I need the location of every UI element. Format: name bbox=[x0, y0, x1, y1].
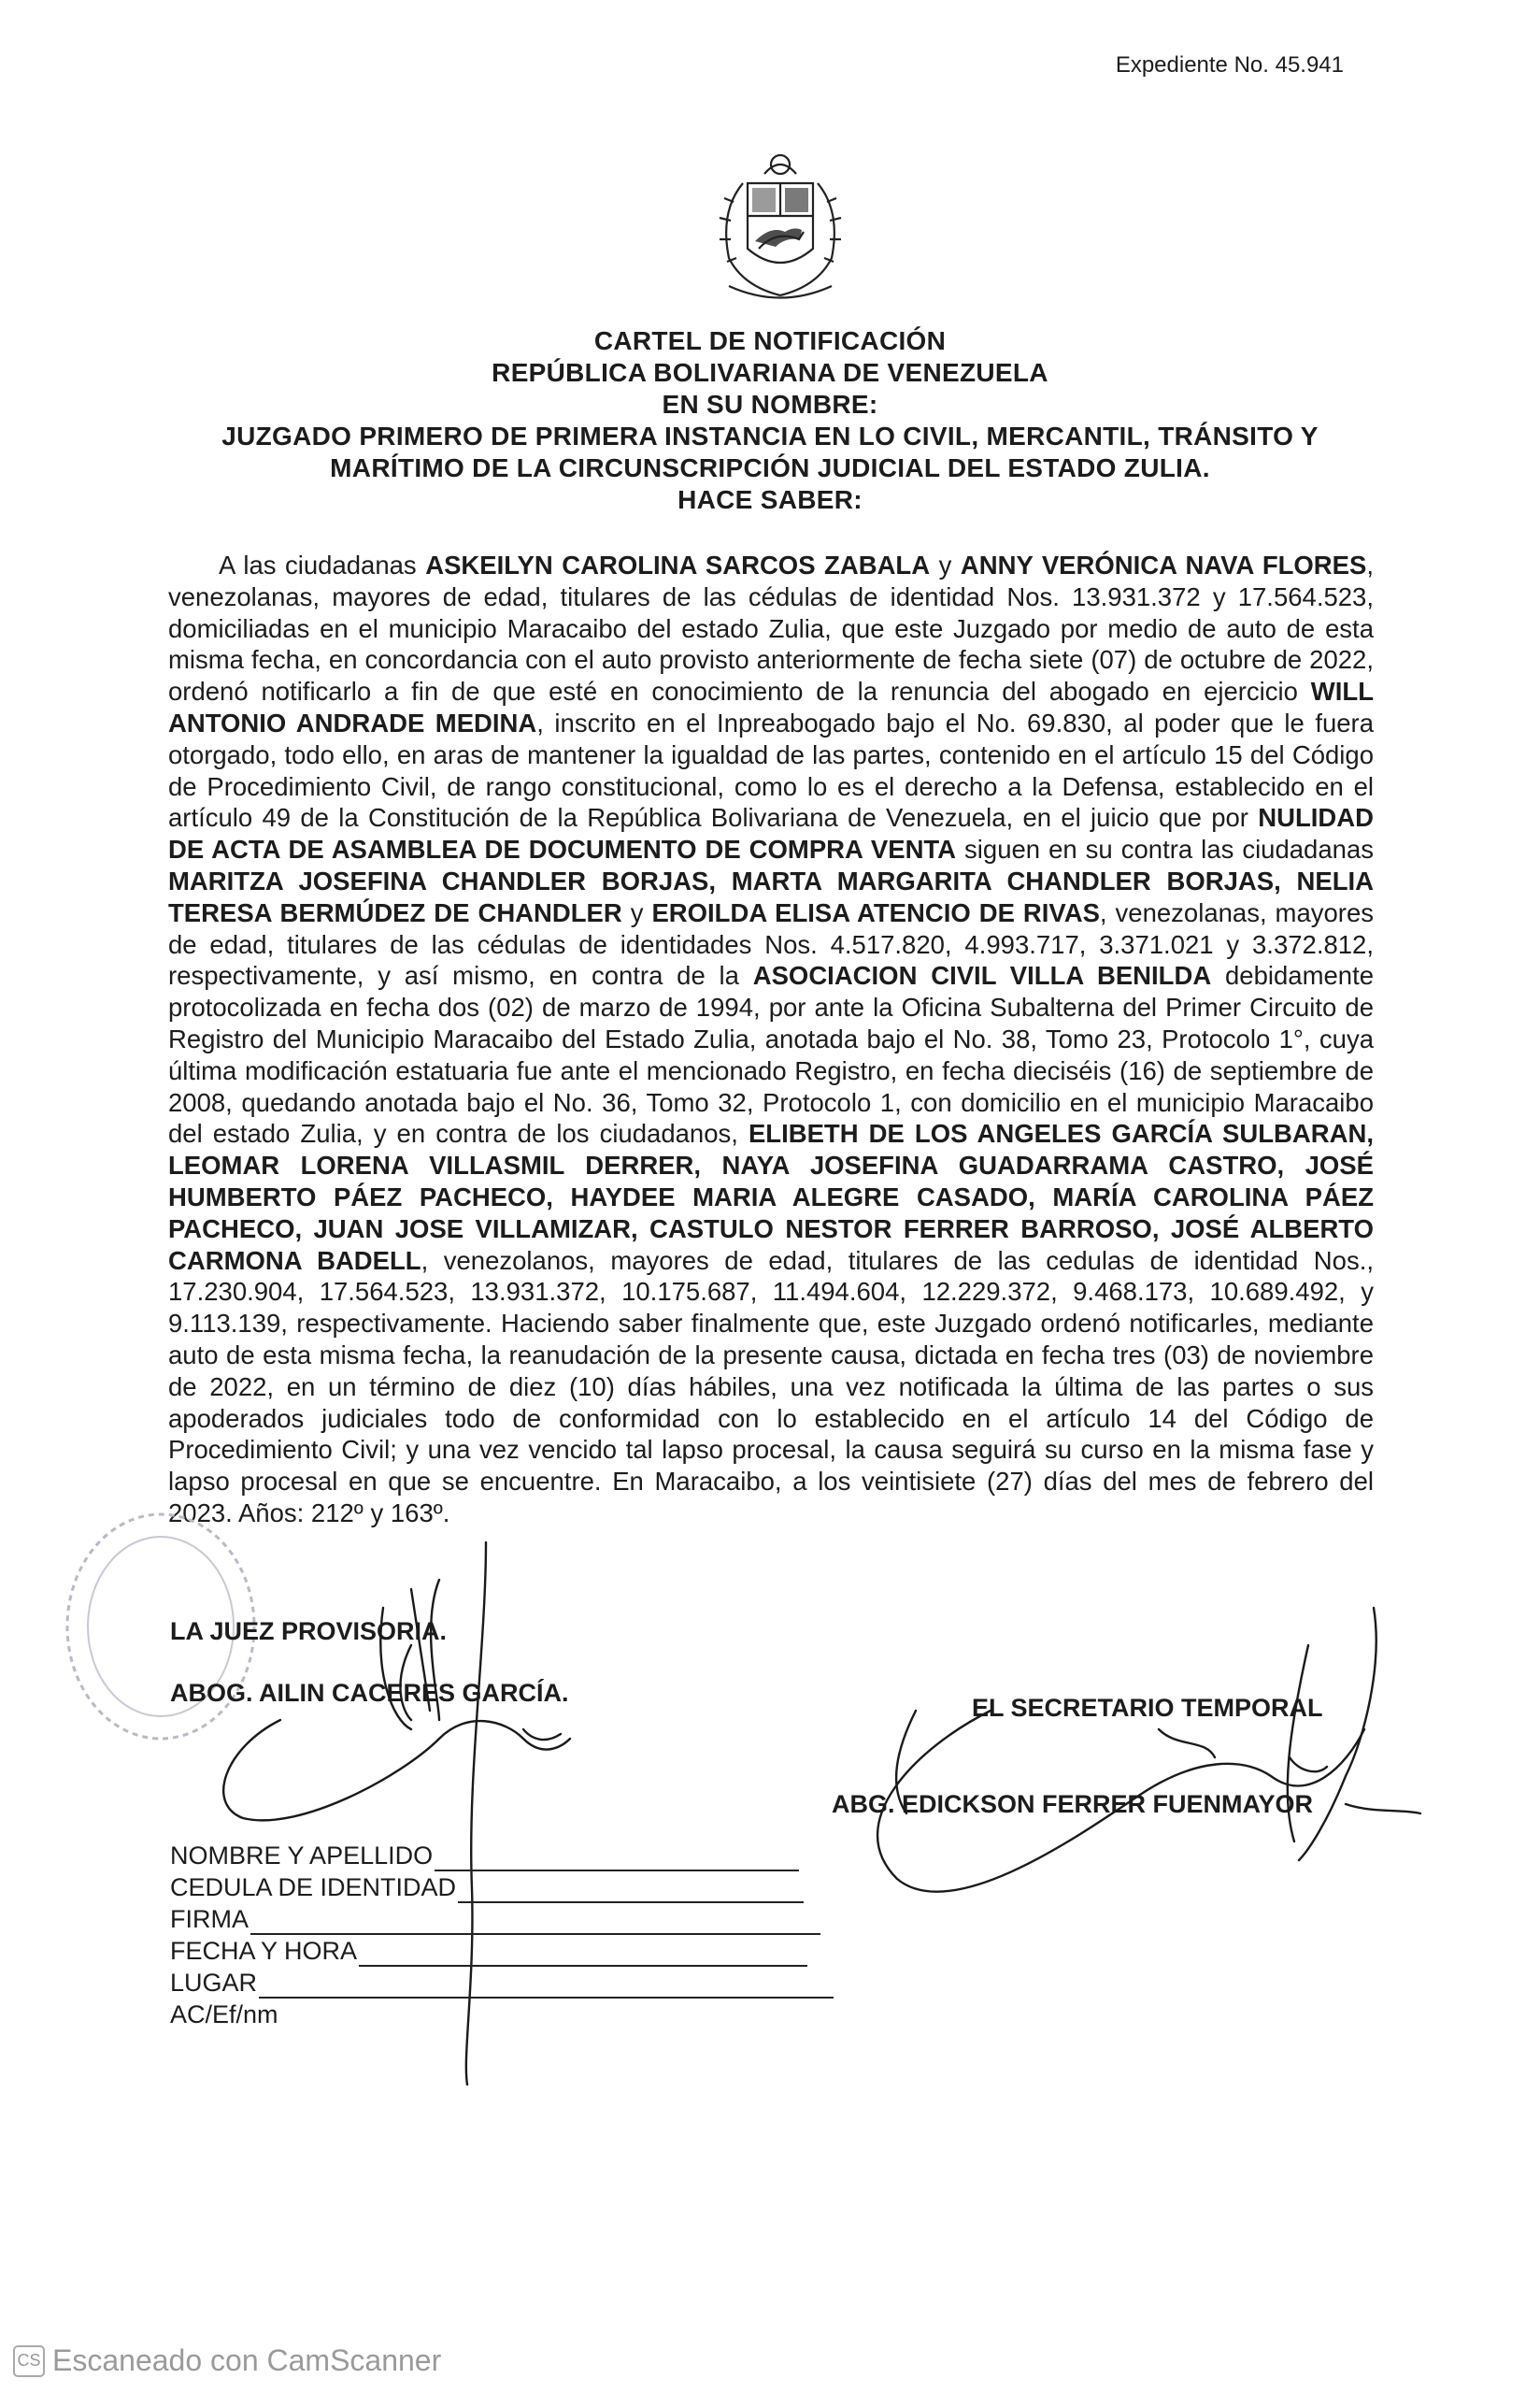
camscanner-logo-icon: CS bbox=[13, 2345, 45, 2377]
party-name: ASKEILYN CAROLINA SARCOS ZABALA bbox=[425, 551, 931, 580]
body-text-segment: , venezolanos, mayores de edad, titulares de las cedulas de identidad Nos., 17.230.904, 17.564.523, 13.931.372, 10.175.687, 11.494.604, 12.229.372, 9.468.173, 10.689.492, y 9.113.139, respectivamente. Haciendo saber finalmente que, este Juzgado ordenó notificarles, mediante auto de esta misma fecha, la reanudación de la presente causa, dictada en fecha tres (03) de noviembre de 2022, en un término de diez (10) días hábiles, una vez notificada la última de las partes o sus apoderados judiciales todo de conformidad con lo establecido en el artículo 14 del Código de Procedimiento Civil; y una vez vencido tal lapso procesal, la causa seguirá su curso en la misma fase y lapso procesal en que se encuentre. En Maracaibo, a los veintisiete (27) días del mes de febrero del 2023. Años: 212º y 163º. bbox=[168, 1245, 1374, 1527]
judge-signature-block bbox=[170, 1600, 569, 1724]
cedula-label: CEDULA DE IDENTIDAD bbox=[170, 1873, 457, 1901]
form-row-fecha bbox=[170, 1935, 834, 1967]
notice-heading bbox=[140, 325, 1400, 516]
attorney-name: WILL ANTONIO ANDRADE MEDINA bbox=[168, 677, 1374, 738]
reference-initials: AC/Ef/nm bbox=[170, 2000, 278, 2028]
body-text-segment: y bbox=[930, 551, 961, 580]
heading-line-4: JUZGADO PRIMERO DE PRIMERA INSTANCIA EN LO CIVIL, MERCANTIL, TRÁNSITO Y bbox=[221, 422, 1319, 451]
notification-receipt-form bbox=[170, 1840, 834, 2030]
body-text-segment: debidamente protocolizada en fecha dos (02) de marzo de 1994, por ante la Oficina Subalterna del Primer Circuito de Registro del Municipio Maracaibo del Estado Zulia, anotada bajo el No. 38, Tomo 23, Protocolo 1°, cuya última modificación estatuaria fue ante el mencionado Registro, en fecha dieciséis (16) de septiembre de 2008, quedando anotada bajo el No. 36, Tomo 32, Protocolo 1, con domicilio en el municipio Maracaibo del estado Zulia, y en contra de los ciudadanos, bbox=[168, 961, 1375, 1149]
nombre-label: NOMBRE Y APELLIDO bbox=[170, 1841, 434, 1870]
body-text-segment: , venezolanas, mayores de edad, titulares de las cédulas de identidades Nos. 4.517.820, 4.993.717, 3.371.021 y 3.372.812, respectivamente, y así mismo, en contra de la bbox=[168, 897, 1375, 991]
plaintiff-names: MARITZA JOSEFINA CHANDLER BORJAS, MARTA MARGARITA CHANDLER BORJAS, NELIA TERESA BERMÚDEZ DE CHANDLER bbox=[168, 866, 1374, 927]
case-type: NULIDAD DE ACTA DE ASAMBLEA DE DOCUMENTO DE COMPRA VENTA bbox=[168, 803, 1374, 865]
judge-name: ABOG. AILIN CACERES GARCÍA. bbox=[170, 1679, 569, 1707]
judge-title: LA JUEZ PROVISORIA. bbox=[170, 1617, 448, 1645]
body-text-segment: A las ciudadanas bbox=[219, 551, 426, 580]
form-row-cedula bbox=[170, 1871, 834, 1903]
form-row-firma bbox=[170, 1903, 834, 1935]
coat-of-arms-icon bbox=[692, 146, 869, 314]
cedula-field[interactable] bbox=[458, 1881, 804, 1903]
body-text-segment: , venezolanas, mayores de edad, titulares de las cédulas de identidad Nos. 13.931.372 y 17.564.523, domiciliadas en el municipio Maracaibo del estado Zulia, que este Juzgado por medio de auto de esta misma fecha, en concordancia con el auto provisto anteriormente de fecha siete (07) de octubre de 2022, ordenó notificarlo a fin de que esté en conocimiento de la renuncia del abogado en ejercicio bbox=[168, 551, 1374, 707]
form-row-ref bbox=[170, 1999, 834, 2030]
firma-field[interactable] bbox=[250, 1913, 820, 1935]
association-name: ASOCIACION CIVIL VILLA BENILDA bbox=[752, 961, 1212, 991]
fecha-field[interactable] bbox=[359, 1944, 807, 1967]
fecha-label: FECHA Y HORA bbox=[170, 1937, 358, 1965]
lugar-label: LUGAR bbox=[170, 1969, 258, 1997]
plaintiff-name: EROILDA ELISA ATENCIO DE RIVAS bbox=[651, 897, 1100, 927]
body-text-segment: y bbox=[621, 897, 652, 927]
secretary-name: ABG. EDICKSON FERRER FUENMAYOR bbox=[832, 1790, 1314, 1818]
notice-paragraph bbox=[168, 550, 1374, 1529]
form-row-nombre bbox=[170, 1840, 834, 1871]
secretary-title: EL SECRETARIO TEMPORAL bbox=[972, 1694, 1323, 1722]
nombre-field[interactable] bbox=[435, 1849, 799, 1871]
notice-body bbox=[168, 550, 1374, 1529]
camscanner-text: Escaneado con CamScanner bbox=[52, 2343, 442, 2377]
body-text-segment: , inscrito en el Inpreabogado bajo el No. 69.830, al poder que le fuera otorgado, todo ello, en aras de mantener la igualdad de las partes, contenido en el artículo 15 del Código de Procedimiento Civil, de rango constitucional, como lo es el derecho a la Defensa, establecido en el artículo 49 de la Constitución de la República Bolivariana de Venezuela, en el juicio que por bbox=[168, 708, 1375, 833]
body-text-segment: siguen en su contra las ciudadanas bbox=[956, 835, 1374, 865]
heading-line-6: HACE SABER: bbox=[677, 485, 863, 514]
heading-line-1: CARTEL DE NOTIFICACIÓN bbox=[593, 326, 947, 355]
party-name: ANNY VERÓNICA NAVA FLORES bbox=[960, 551, 1367, 580]
camscanner-watermark bbox=[13, 2343, 441, 2378]
lugar-field[interactable] bbox=[259, 1976, 834, 1999]
firma-label: FIRMA bbox=[170, 1905, 249, 1933]
heading-line-3: EN SU NOMBRE: bbox=[662, 390, 878, 419]
expediente-number: Expediente No. 45.941 bbox=[1115, 52, 1344, 78]
form-row-lugar bbox=[170, 1967, 834, 1999]
defendant-names: ELIBETH DE LOS ANGELES GARCÍA SULBARAN, LEOMAR LORENA VILLASMIL DERRER, NAYA JOSEFINA GUADARRAMA CASTRO, JOSÉ HUMBERTO PÁEZ PACHECO, HAYDEE MARIA ALEGRE CASADO, MARÍA CAROLINA PÁEZ PACHECO, JUAN JOSE VILLAMIZAR, CASTULO NESTOR FERRER BARROSO, JOSÉ ALBERTO CARMONA BADELL bbox=[168, 1119, 1374, 1275]
heading-line-5: MARÍTIMO DE LA CIRCUNSCRIPCIÓN JUDICIAL DEL ESTADO ZULIA. bbox=[330, 453, 1210, 482]
heading-line-2: REPÚBLICA BOLIVARIANA DE VENEZUELA bbox=[492, 358, 1048, 387]
